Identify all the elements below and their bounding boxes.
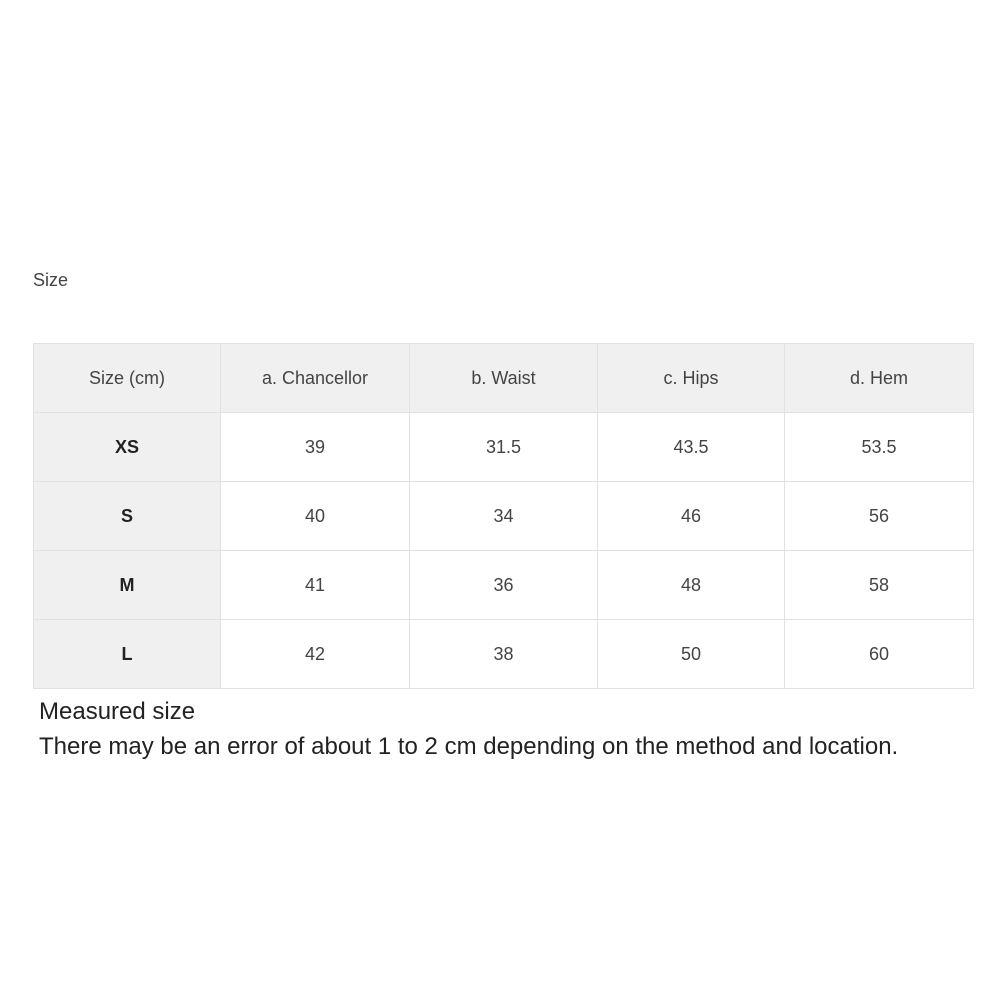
row-size-label: M <box>34 551 221 620</box>
table-cell: 42 <box>221 620 410 689</box>
column-header-hips: c. Hips <box>598 344 785 413</box>
table-cell: 31.5 <box>410 413 598 482</box>
table-cell: 39 <box>221 413 410 482</box>
column-header-size: Size (cm) <box>34 344 221 413</box>
table-row <box>34 620 974 689</box>
table-cell: 53.5 <box>785 413 974 482</box>
table-cell: 56 <box>785 482 974 551</box>
table-row <box>34 413 974 482</box>
table-header-row <box>34 344 974 413</box>
column-header-hem: d. Hem <box>785 344 974 413</box>
size-table <box>33 343 974 689</box>
table-cell: 36 <box>410 551 598 620</box>
note-text: There may be an error of about 1 to 2 cm depending on the method and location. <box>39 733 899 760</box>
table-cell: 41 <box>221 551 410 620</box>
table-cell: 43.5 <box>598 413 785 482</box>
column-header-waist: b. Waist <box>410 344 598 413</box>
table-cell: 34 <box>410 482 598 551</box>
table-cell: 50 <box>598 620 785 689</box>
table-cell: 46 <box>598 482 785 551</box>
measurement-note <box>39 694 898 764</box>
row-size-label: S <box>34 482 221 551</box>
table-cell: 60 <box>785 620 974 689</box>
row-size-label: L <box>34 620 221 689</box>
table-cell: 40 <box>221 482 410 551</box>
table-cell: 38 <box>410 620 598 689</box>
section-label: Size <box>33 270 69 290</box>
table-row <box>34 551 974 620</box>
row-size-label: XS <box>34 413 221 482</box>
table-cell: 58 <box>785 551 974 620</box>
table-row <box>34 482 974 551</box>
table-cell: 48 <box>598 551 785 620</box>
note-title: Measured size <box>39 698 196 725</box>
column-header-chancellor: a. Chancellor <box>221 344 410 413</box>
